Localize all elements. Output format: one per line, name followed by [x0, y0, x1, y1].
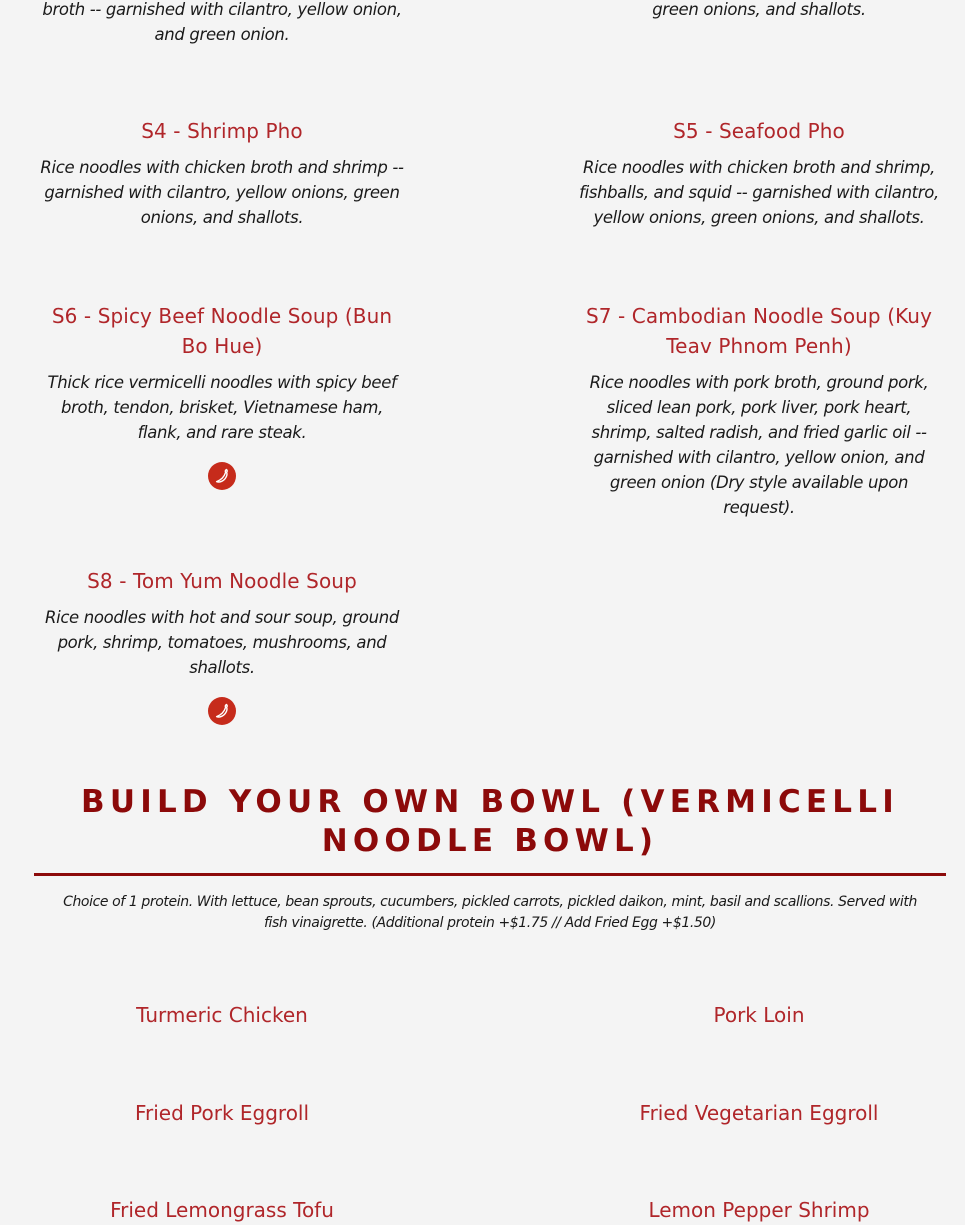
- menu-item-s5: [572, 116, 946, 230]
- menu-item-s4: [34, 116, 410, 230]
- chili-pepper-icon: [208, 462, 236, 490]
- menu-item-description: Rice noodles with chicken broth and shrimp, fishballs, and squid -- garnished with cilantro, yellow onions, green onions, and shallots.: [579, 158, 939, 227]
- menu-item-description: Rice noodles with chicken broth and shrimp -- garnished with cilantro, yellow onions, green onions, and shallots.: [40, 158, 404, 227]
- item-description-partial: green onions, and shallots.: [652, 0, 866, 19]
- menu-item-s7: [572, 301, 946, 520]
- section-title: BUILD YOUR OWN BOWL (VERMICELLI NOODLE BOWL): [81, 784, 899, 859]
- protein-option: Fried Lemongrass Tofu: [110, 1198, 334, 1222]
- menu-item-description: Rice noodles with pork broth, ground pork, sliced lean pork, pork liver, pork heart, shrimp, salted radish, and fried garlic oil -- garnished with cilantro, yellow onion, and green onion (Dry style available upon request).: [589, 373, 929, 517]
- section-divider: [34, 873, 946, 876]
- menu-item-description: Rice noodles with hot and sour soup, ground pork, shrimp, tomatoes, mushrooms, and shallots.: [44, 608, 399, 677]
- protein-option: Turmeric Chicken: [136, 1003, 308, 1027]
- menu-item-title: S4 - Shrimp Pho: [141, 119, 303, 143]
- menu-item-title: S5 - Seafood Pho: [673, 119, 845, 143]
- protein-option: Fried Vegetarian Eggroll: [639, 1101, 879, 1125]
- item-description-partial: broth -- garnished with cilantro, yellow onion, and green onion.: [42, 0, 402, 44]
- protein-option: Pork Loin: [713, 1003, 805, 1027]
- menu-item-title: S8 - Tom Yum Noodle Soup: [87, 569, 357, 593]
- menu-item-s6: [40, 301, 404, 494]
- protein-option: Lemon Pepper Shrimp: [648, 1198, 870, 1222]
- section-description: Choice of 1 protein. With lettuce, bean sprouts, cucumbers, pickled carrots, pickled daikon, mint, basil and scallions. Served with fish vinaigrette. (Additional protein +$1.75 // Add Fried Egg +$1.50): [63, 894, 917, 931]
- menu-item-description: Thick rice vermicelli noodles with spicy beef broth, tendon, brisket, Vietnamese ham, flank, and rare steak.: [47, 373, 397, 442]
- menu-item-title: S7 - Cambodian Noodle Soup (Kuy Teav Phnom Penh): [585, 304, 933, 358]
- menu-item-s8: [40, 566, 404, 729]
- protein-option: Fried Pork Eggroll: [134, 1101, 310, 1125]
- chili-pepper-icon: [208, 697, 236, 725]
- menu-item-title: S6 - Spicy Beef Noodle Soup (Bun Bo Hue): [51, 304, 393, 358]
